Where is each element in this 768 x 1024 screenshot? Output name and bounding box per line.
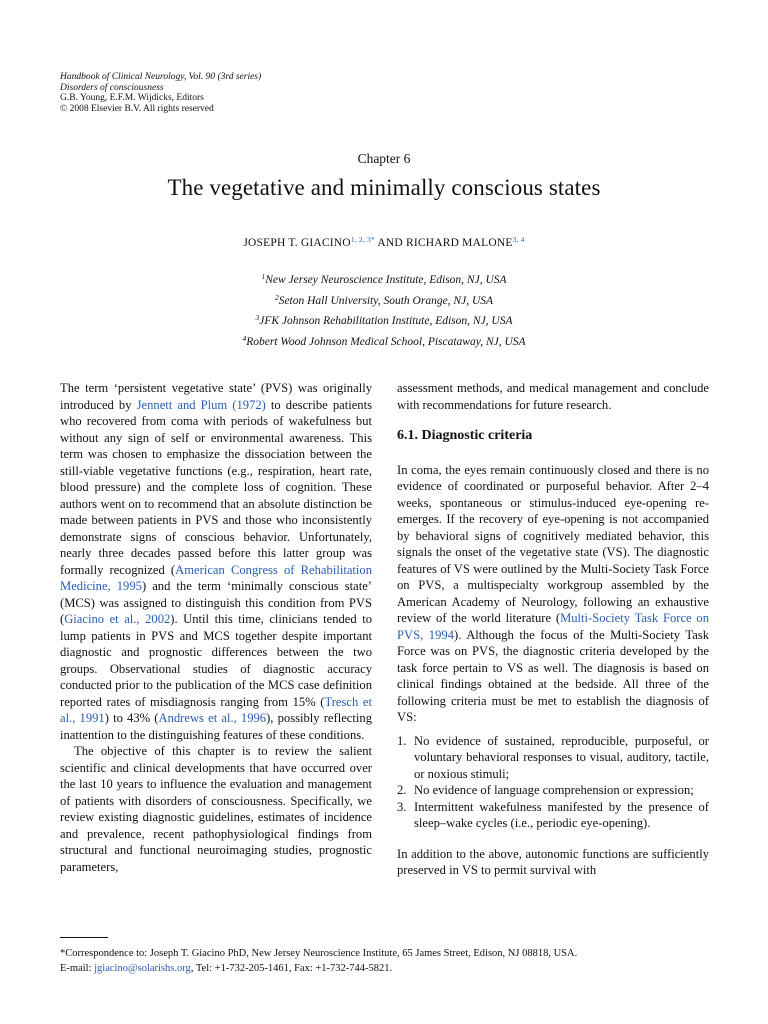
body-text: to describe patients who recovered from coma with periods of wakefulness but without any sign of self or environmental awareness. This term was chosen to emphasize the dissociation between the still-viable vegetative functions (e.g., respiration, heart rate, blood pressure) and the complete loss of cognition. These authors went on to recommend that an absolute distinction be made between patients in PVS and those who inconsistently demonstrate signs of conscious behavior. Unfortunately, nearly three decades passed before this latter group was formally recognized ( [60, 397, 372, 577]
list-text: Intermittent wakefulness manifested by the presence of sleep–wake cycles (i.e., periodic eye-opening). [414, 799, 709, 830]
list-number: 2. [397, 783, 407, 797]
list-text: No evidence of sustained, reproducible, purposeful, or voluntary behavioral responses to visual, auditory, tactile, or noxious stimuli; [414, 733, 709, 781]
affiliation-number: 4 [242, 333, 247, 343]
criteria-list [397, 733, 709, 832]
citation-link[interactable]: Jennett and Plum (1972) [136, 397, 266, 412]
list-item [397, 782, 709, 799]
citation-link[interactable]: American Congress of Rehabilitation Medicine, 1995 [60, 562, 372, 593]
list-text: No evidence of language comprehension or expression; [414, 783, 694, 797]
author-conjunction: AND [374, 237, 406, 249]
body-paragraph [397, 462, 709, 726]
footnote-line: *Correspondence to: Joseph T. Giacino PhD, New Jersey Neuroscience Institute, 65 James Street, Edison, NJ 08818, USA. [60, 948, 578, 959]
footnote-divider [60, 937, 108, 938]
affiliation-number: 1 [261, 272, 266, 281]
list-number: 1. [397, 733, 407, 748]
body-paragraph: assessment methods, and medical management and conclude with recommendations for future research. [397, 381, 709, 412]
affiliation-text: Robert Wood Johnson Medical School, Piscataway, NJ, USA [246, 335, 526, 348]
author-name: RICHARD MALONE [405, 237, 513, 249]
copyright-icon: © [60, 103, 68, 114]
page-title: The vegetative and minimally conscious states [167, 175, 601, 200]
left-column [60, 380, 372, 875]
body-paragraph [60, 380, 372, 743]
section-heading: 6.1. Diagnostic criteria [397, 428, 533, 443]
citation-link[interactable]: Multi-Society Task Force on PVS, 1994 [397, 611, 709, 642]
volume-title: Disorders of consciousness [60, 82, 164, 93]
list-item [397, 799, 709, 832]
affiliation-item [0, 329, 768, 350]
body-paragraph: The objective of this chapter is to review the salient scientific and clinical developments that have occurred over the last 10 years to influence the evaluation and management of patients with disorders of consciousness. Specifically, we review existing diagnostic guidelines, estimates of incidence and prevalence, recent pathophysiological findings from structural and functional neuroimaging studies, prognostic parameters, [60, 744, 372, 874]
journal-name: Handbook of Clinical Neurology, Vol. 90 (3rd series) [60, 72, 262, 82]
body-text: ) and the term ‘minimally conscious state’ (MCS) was assigned to distinguish this condition from PVS ( [60, 579, 373, 626]
footnote-line [60, 961, 712, 976]
affiliation-text: Seton Hall University, South Orange, NJ, USA [278, 294, 494, 307]
copyright-text: 2008 Elsevier B.V. All rights reserved [67, 103, 214, 114]
editors-line: G.B. Young, E.F.M. Wijdicks, Editors [60, 93, 204, 103]
email-label: E-mail: [60, 963, 95, 974]
body-text: ). Until this time, clinicians tended to lump patients in PVS and MCS together despite important diagnostic and prognostic differences between the two groups. Observational studies of diagnostic accuracy conducted prior to the publication of the MCS case definition reported rates of misdiagnosis ranging from 15% ( [60, 612, 372, 709]
affiliation-number: 3 [255, 313, 260, 322]
affiliation-number: 2 [274, 292, 279, 302]
body-text: ) to 43% ( [104, 711, 159, 725]
body-paragraph: In addition to the above, autonomic functions are sufficiently preserved in VS to permit survival with [397, 846, 709, 877]
citation-link[interactable]: Giacino et al., 2002 [64, 612, 171, 626]
list-number: 3. [397, 799, 407, 814]
copyright-line [60, 104, 261, 115]
body-text: ), possibly reflecting inattention to the distinguishing features of these conditions. [60, 711, 372, 742]
author-name: JOSEPH T. GIACINO [243, 237, 351, 249]
body-text: The term ‘persistent vegetative state’ (PVS) was originally introduced by [60, 381, 372, 412]
body-text: ). Although the focus of the Multi-Society Task Force was on PVS, the diagnostic criteria developed by the task force pertain to VS as well. The diagnosis is based on clinical findings obtained at the bedside. All three of the following criteria must be met to establish the diagnosis of VS: [397, 627, 709, 724]
affiliation-text: New Jersey Neuroscience Institute, Edison, NJ, USA [265, 274, 507, 286]
journal-header [60, 72, 261, 114]
citation-link[interactable]: Andrews et al., 1996 [158, 711, 267, 725]
affiliations [0, 267, 768, 349]
email-link[interactable]: jgiacino@solarishs.org [94, 963, 191, 974]
body-text: In coma, the eyes remain continuously closed and there is no evidence of coordinated or purposeful behavior. After 2–4 weeks, spontaneous or stimulus-induced eye-opening re-emerges. If the recovery of eye-opening is not accompanied by behavioral signs of cognitively mediated behavior, this signals the onset of the vegetative state (VS). The diagnostic features of VS were outlined by the Multi-Society Task Force on PVS, a multispecialty workgroup assembled by the American Academy of Neurology, following an exhaustive review of the world literature ( [397, 462, 709, 625]
affiliation-item [0, 267, 768, 288]
author-line [0, 235, 768, 249]
affiliation-item [0, 288, 768, 309]
contact-numbers: , Tel: +1-732-205-1461, Fax: +1-732-744-5821. [190, 963, 393, 974]
affiliation-item [0, 308, 768, 329]
right-column [397, 380, 709, 879]
author-affiliation-link[interactable]: 1, 2, 3* [350, 235, 375, 244]
author-affiliation-link[interactable]: 3, 4 [512, 235, 525, 244]
affiliation-text: JFK Johnson Rehabilitation Institute, Edison, NJ, USA [259, 315, 513, 327]
citation-link[interactable]: Tresch et al., 1991 [60, 694, 373, 725]
list-item [397, 733, 709, 783]
chapter-label: Chapter 6 [357, 151, 411, 166]
footnote [60, 946, 712, 976]
